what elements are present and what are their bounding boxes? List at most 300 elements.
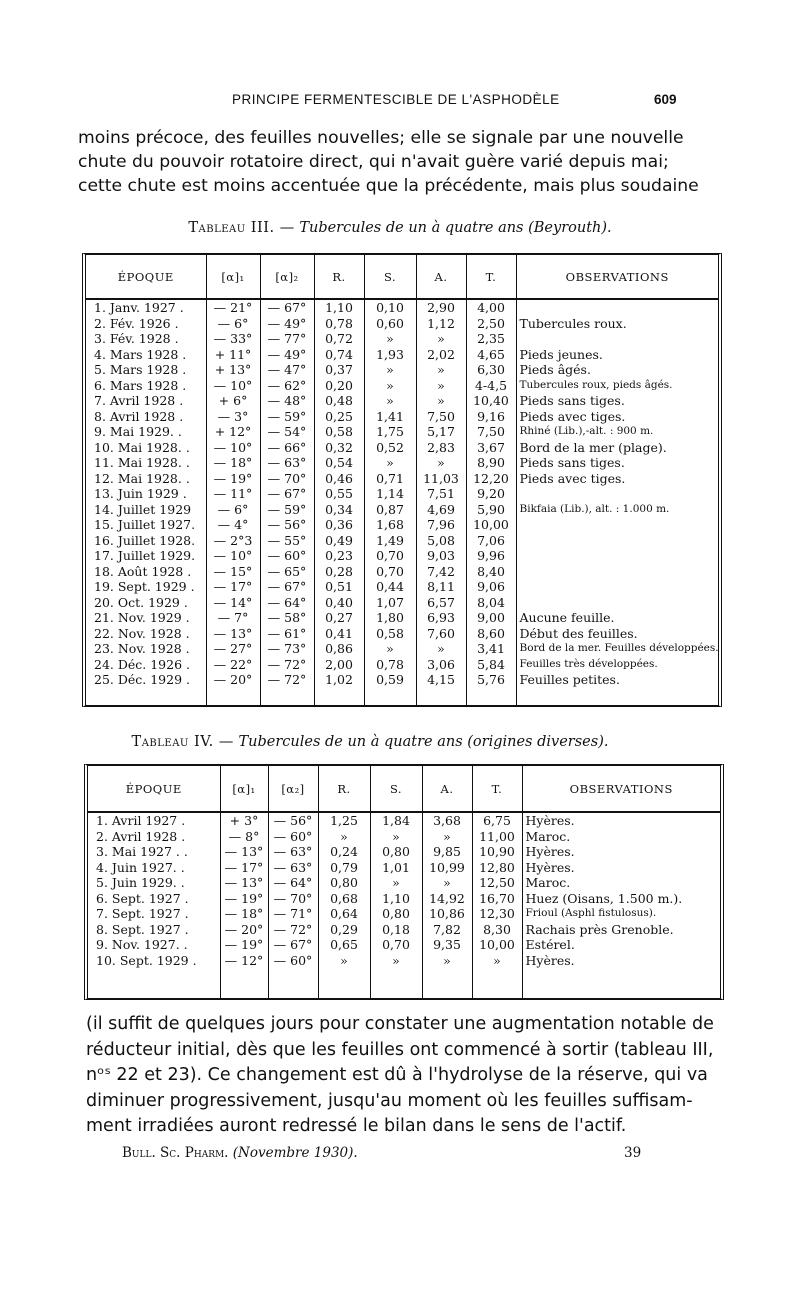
table-cell: 1,80 — [364, 610, 416, 626]
table-cell: — 56° — [268, 812, 318, 829]
table-cell: 7,60 — [416, 626, 466, 642]
table-cell: 1,01 — [370, 860, 422, 876]
table-cell: 2,02 — [416, 347, 466, 363]
table-cell: 0,70 — [364, 548, 416, 564]
table-row — [86, 440, 718, 456]
table-row — [86, 486, 718, 502]
table-cell: 0,46 — [314, 471, 364, 487]
table-cell: 0,58 — [364, 626, 416, 642]
table-cell: — 72° — [268, 922, 318, 938]
table-cell: 9,03 — [416, 548, 466, 564]
table-filler-cell — [86, 688, 206, 706]
table-cell: Bikfaia (Lib.), alt. : 1.000 m. — [516, 502, 718, 518]
table-filler-cell — [522, 968, 720, 998]
table-filler-cell — [314, 688, 364, 706]
text-line: (il suffit de quelques jours pour constater une augmentation notable de — [86, 1014, 714, 1034]
table-cell: 10,86 — [422, 906, 472, 922]
table-cell: — 72° — [260, 672, 314, 688]
journal-source: Bull. Sc. Pharm. — [122, 1145, 229, 1161]
table-cell: — 6° — [206, 316, 260, 332]
table-row — [88, 906, 720, 922]
table-cell: 2,50 — [466, 316, 516, 332]
table-cell: 0,44 — [364, 579, 416, 595]
table-cell: 0,24 — [318, 844, 370, 860]
table-cell: 19. Sept. 1929 . — [94, 579, 195, 594]
table-cell: 13. Juin 1929 . — [94, 486, 187, 501]
table-cell: » — [422, 829, 472, 845]
table-cell: 7. Avril 1928 . — [94, 393, 184, 408]
table-cell: 1,25 — [318, 812, 370, 829]
table-cell: + 6° — [206, 393, 260, 409]
table-cell: 0,65 — [318, 937, 370, 953]
table-cell: 9,96 — [466, 548, 516, 564]
table-cell: Hyères. — [522, 953, 720, 969]
table-cell: 10,00 — [472, 937, 522, 953]
table-cell — [516, 548, 718, 564]
table-filler-cell — [318, 968, 370, 998]
table-cell: 6,30 — [466, 362, 516, 378]
table-row — [86, 378, 718, 394]
table-row — [86, 657, 718, 673]
sheet-number: 39 — [624, 1145, 642, 1161]
table-cell: 7,50 — [466, 424, 516, 440]
table-cell: 7,51 — [416, 486, 466, 502]
table-cell: 8,60 — [466, 626, 516, 642]
table-cell: 4,69 — [416, 502, 466, 518]
table-cell: 1,49 — [364, 533, 416, 549]
table-cell: » — [422, 875, 472, 891]
table-row — [88, 937, 720, 953]
table-cell: — 11° — [206, 486, 260, 502]
table-row — [88, 812, 720, 829]
table-cell: Frioul (Asphl fistulosus). — [522, 906, 720, 922]
table-cell: 1,14 — [364, 486, 416, 502]
table-cell: 1. Janv. 1927 . — [94, 300, 184, 315]
table-cell: 1,75 — [364, 424, 416, 440]
table-cell: — 18° — [220, 906, 268, 922]
table-cell: — 62° — [260, 378, 314, 394]
table-row — [86, 533, 718, 549]
table-cell: 15. Juillet 1927. — [94, 517, 196, 532]
table-cell: + 12° — [206, 424, 260, 440]
table-cell: » — [364, 641, 416, 657]
table-cell: 0,23 — [314, 548, 364, 564]
table-cell: Aucune feuille. — [516, 610, 718, 626]
table-cell — [516, 486, 718, 502]
table-cell: 1,02 — [314, 672, 364, 688]
table4-header-cell: R. — [318, 766, 370, 812]
table-cell: » — [370, 953, 422, 969]
table-cell: 16,70 — [472, 891, 522, 907]
table-cell: 16. Juillet 1928. — [94, 532, 196, 548]
table-cell: » — [416, 455, 466, 471]
table-cell: Tubercules roux. — [516, 316, 718, 332]
table-4 — [84, 764, 724, 1000]
table-row — [88, 844, 720, 860]
table-row — [86, 626, 718, 642]
table-row — [88, 891, 720, 907]
running-title: PRINCIPE FERMENTESCIBLE DE L'ASPHODÈLE — [232, 92, 560, 107]
table-filler-cell — [206, 688, 260, 706]
table-cell: 6,93 — [416, 610, 466, 626]
table-filler-cell — [422, 968, 472, 998]
table4-header-cell: T. — [472, 766, 522, 812]
table-row — [86, 316, 718, 332]
table-cell: 4,00 — [466, 299, 516, 316]
table-cell: — 54° — [260, 424, 314, 440]
table-cell: + 3° — [220, 812, 268, 829]
table-cell: 2. Avril 1928 . — [96, 828, 186, 844]
table-cell: 0,79 — [318, 860, 370, 876]
table-cell: 5,17 — [416, 424, 466, 440]
table-cell: 4. Juin 1927. . — [96, 859, 185, 875]
table-cell: — 49° — [260, 316, 314, 332]
table-cell: 0,51 — [314, 579, 364, 595]
table-cell: Bord de la mer (plage). — [516, 440, 718, 456]
table-cell: 8,30 — [472, 922, 522, 938]
table-row — [86, 548, 718, 564]
table-row — [86, 424, 718, 440]
table-cell: Pieds sans tiges. — [516, 455, 718, 471]
table-cell: — 72° — [260, 657, 314, 673]
table-cell: + 11° — [206, 347, 260, 363]
table-cell: 0,86 — [314, 641, 364, 657]
table4-caption-text: Tubercules de un à quatre ans (origines diverses). — [238, 734, 609, 750]
table-cell: » — [364, 455, 416, 471]
table-cell: 0,78 — [364, 657, 416, 673]
table-cell: » — [472, 953, 522, 969]
text-line: nᵒˢ 22 et 23). Ce changement est dû à l'hydrolyse de la réserve, qui va — [86, 1065, 708, 1085]
table-cell: + 13° — [206, 362, 260, 378]
table-cell: — 10° — [206, 440, 260, 456]
table-cell: 6,57 — [416, 595, 466, 611]
table-cell: 1,84 — [370, 812, 422, 829]
table-cell: 3. Fév. 1928 . — [94, 331, 179, 346]
table-cell: 1,68 — [364, 517, 416, 533]
table3-header-cell: [α]₂ — [260, 255, 314, 299]
table-cell: » — [364, 393, 416, 409]
table-cell: 8. Avril 1928 . — [94, 408, 184, 424]
table-cell: Feuilles très développées. — [516, 657, 718, 673]
table-cell: 7,96 — [416, 517, 466, 533]
table-cell: — 61° — [260, 626, 314, 642]
table-cell: 0,54 — [314, 455, 364, 471]
table-cell: — 70° — [260, 471, 314, 487]
table-cell: » — [416, 393, 466, 409]
table-cell: Pieds sans tiges. — [516, 393, 718, 409]
table-cell: — 60° — [268, 953, 318, 969]
table3-header-cell: ÉPOQUE — [86, 255, 206, 299]
table4-header-row — [88, 766, 720, 812]
table-3 — [82, 253, 722, 707]
table-cell: 6,75 — [472, 812, 522, 829]
table-cell: 0,20 — [314, 378, 364, 394]
table-row — [86, 347, 718, 363]
table-cell: 5. Juin 1929. . — [96, 875, 185, 890]
table-cell: — 14° — [206, 595, 260, 611]
table4-caption — [0, 734, 770, 750]
table-cell: 0,72 — [314, 331, 364, 347]
table-cell: 9,00 — [466, 610, 516, 626]
table-filler-cell — [88, 968, 220, 998]
table-cell: 11,00 — [472, 829, 522, 845]
table-cell: 0,74 — [314, 347, 364, 363]
table-cell: 0,60 — [364, 316, 416, 332]
table-cell: 8,90 — [466, 455, 516, 471]
table-cell: — 18° — [206, 455, 260, 471]
table-cell: 3. Mai 1927 . . — [96, 844, 188, 859]
table-cell: 9. Mai 1929. . — [94, 424, 182, 439]
table-cell: 0,58 — [314, 424, 364, 440]
table-cell: » — [416, 362, 466, 378]
table-row — [86, 362, 718, 378]
table-cell: 7,42 — [416, 564, 466, 580]
table-cell: 0,49 — [314, 533, 364, 549]
table-cell: 12,20 — [466, 471, 516, 487]
table-cell: 24. Déc. 1926 . — [94, 656, 190, 672]
text-line: chute du pouvoir rotatoire direct, qui n'avait guère varié depuis mai; — [78, 152, 669, 172]
footer — [122, 1145, 682, 1161]
table-cell: — 33° — [206, 331, 260, 347]
table-cell: — 65° — [260, 564, 314, 580]
table4-header-cell: S. — [370, 766, 422, 812]
table-cell: 1,12 — [416, 316, 466, 332]
table-cell: Pieds avec tiges. — [516, 409, 718, 425]
table-cell: » — [318, 953, 370, 969]
table-cell: Hyères. — [522, 844, 720, 860]
table3-header-cell: [α]₁ — [206, 255, 260, 299]
table-cell: 7,82 — [422, 922, 472, 938]
table-cell: 11. Mai 1928. . — [94, 455, 190, 470]
table-row — [86, 579, 718, 595]
table-cell: 1,93 — [364, 347, 416, 363]
table-cell: — 64° — [268, 875, 318, 891]
table-cell: 8,40 — [466, 564, 516, 580]
table-cell: — 59° — [260, 502, 314, 518]
table-cell: 25. Déc. 1929 . — [94, 672, 190, 687]
paragraph-1 — [78, 126, 718, 198]
table-cell: 14,92 — [422, 891, 472, 907]
table-cell: 1,41 — [364, 409, 416, 425]
table-row — [86, 331, 718, 347]
table-cell: 0,40 — [314, 595, 364, 611]
table-cell: Pieds avec tiges. — [516, 471, 718, 487]
table-cell: 2,83 — [416, 440, 466, 456]
table-cell: 2. Fév. 1926 . — [94, 315, 179, 331]
table-cell: 7. Sept. 1927 . — [96, 906, 189, 921]
table-cell: Bord de la mer. Feuilles développées. — [516, 641, 718, 657]
table-cell: 0,32 — [314, 440, 364, 456]
table-cell: — 17° — [206, 579, 260, 595]
table-cell: 0,29 — [318, 922, 370, 938]
table-cell: Rhiné (Lib.),-alt. : 900 m. — [516, 424, 718, 440]
table3-header-row — [86, 255, 718, 299]
table-cell: » — [364, 331, 416, 347]
table3-caption-label: Tableau III. — — [188, 220, 295, 236]
table-cell: — 22° — [206, 657, 260, 673]
paragraph-2 — [86, 1012, 718, 1140]
table-cell — [516, 533, 718, 549]
table-cell: — 17° — [220, 860, 268, 876]
table-filler-cell — [260, 688, 314, 706]
table-cell: 0,52 — [364, 440, 416, 456]
table-cell: — 27° — [206, 641, 260, 657]
table4-header-cell: A. — [422, 766, 472, 812]
table-cell: 8,11 — [416, 579, 466, 595]
table3-caption — [0, 220, 800, 236]
table-cell: Maroc. — [522, 875, 720, 891]
table-row — [86, 409, 718, 425]
table-cell: 10,90 — [472, 844, 522, 860]
table-cell: 6. Mars 1928 . — [94, 377, 187, 393]
table-cell: — 3° — [206, 409, 260, 425]
table-cell: 20. Oct. 1929 . — [94, 594, 188, 610]
table-cell: 0,80 — [370, 844, 422, 860]
table-cell: — 63° — [260, 455, 314, 471]
table-cell: 14. Juillet 1929 — [94, 501, 192, 517]
table-row — [88, 953, 720, 969]
table3-header-cell: OBSERVATIONS — [516, 255, 718, 299]
journal-date: (Novembre 1930). — [232, 1145, 358, 1161]
table-cell: 7,50 — [416, 409, 466, 425]
running-head — [0, 92, 800, 112]
table-cell: 0,64 — [318, 906, 370, 922]
text-line: moins précoce, des feuilles nouvelles; elle se signale par une nouvelle — [78, 128, 684, 148]
table-row — [86, 610, 718, 626]
table-cell: 12,30 — [472, 906, 522, 922]
table-cell: Hyères. — [522, 860, 720, 876]
table-cell: — 13° — [220, 844, 268, 860]
table-cell: » — [416, 331, 466, 347]
text-line: diminuer progressivement, jusqu'au moment où les feuilles suffisam- — [86, 1090, 693, 1111]
table-filler-cell — [370, 968, 422, 998]
table-cell: 3,67 — [466, 440, 516, 456]
table-cell: 0,70 — [370, 937, 422, 953]
table-cell: 5,08 — [416, 533, 466, 549]
table-cell: 23. Nov. 1928 . — [94, 641, 190, 656]
table-cell: 12,50 — [472, 875, 522, 891]
table-cell — [516, 579, 718, 595]
table-cell: — 13° — [206, 626, 260, 642]
table-row — [88, 860, 720, 876]
table-cell: — 58° — [260, 610, 314, 626]
table-cell: » — [370, 875, 422, 891]
table-cell: 22. Nov. 1928 . — [94, 625, 190, 641]
table-cell: 5,84 — [466, 657, 516, 673]
table-cell: — 20° — [220, 922, 268, 938]
table4-caption-label: Tableau IV. — — [131, 734, 234, 750]
table-cell: 5,90 — [466, 502, 516, 518]
table-filler-cell — [220, 968, 268, 998]
table-cell: 18. Août 1928 . — [94, 563, 192, 579]
table-cell: — 47° — [260, 362, 314, 378]
table-cell: — 10° — [206, 378, 260, 394]
table-cell: — 55° — [260, 533, 314, 549]
table-cell: 2,00 — [314, 657, 364, 673]
table-cell — [516, 595, 718, 611]
table-cell: 0,55 — [314, 486, 364, 502]
table-filler-row — [88, 968, 720, 998]
text-line: ment irradiées auront redressé le bilan dans le sens de l'actif. — [86, 1116, 627, 1136]
table4-header-cell: [α₂] — [268, 766, 318, 812]
table-cell: 0,59 — [364, 672, 416, 688]
table3-header-cell: S. — [364, 255, 416, 299]
table4-header-cell: OBSERVATIONS — [522, 766, 720, 812]
table3-header-cell: A. — [416, 255, 466, 299]
table-cell: — 13° — [220, 875, 268, 891]
table-filler-cell — [364, 688, 416, 706]
table-cell: Rachais près Grenoble. — [522, 922, 720, 938]
table-cell — [516, 331, 718, 347]
table-row — [88, 875, 720, 891]
table-cell: 9,20 — [466, 486, 516, 502]
table4-header-cell: ÉPOQUE — [88, 766, 220, 812]
table-cell: 3,06 — [416, 657, 466, 673]
table-cell: 9,06 — [466, 579, 516, 595]
table-cell: Pieds âgés. — [516, 362, 718, 378]
table-cell: 0,37 — [314, 362, 364, 378]
table-cell: — 4° — [206, 517, 260, 533]
table-cell: — 19° — [220, 891, 268, 907]
table-cell: — 67° — [260, 579, 314, 595]
table-cell: — 56° — [260, 517, 314, 533]
table-cell: — 2°3 — [206, 533, 260, 549]
table-row — [86, 517, 718, 533]
table-cell — [516, 517, 718, 533]
table-cell: — 59° — [260, 409, 314, 425]
table-filler-cell — [416, 688, 466, 706]
table-cell: 9,85 — [422, 844, 472, 860]
table-cell: » — [364, 362, 416, 378]
table-cell: Feuilles petites. — [516, 672, 718, 688]
table-cell: 0,18 — [370, 922, 422, 938]
table-filler-cell — [466, 688, 516, 706]
table3-header-cell: R. — [314, 255, 364, 299]
table-row — [88, 829, 720, 845]
table-cell: Maroc. — [522, 829, 720, 845]
table-cell: 10,99 — [422, 860, 472, 876]
table-cell: 0,28 — [314, 564, 364, 580]
table-cell: Pieds jeunes. — [516, 347, 718, 363]
table-cell: — 21° — [206, 299, 260, 316]
table-cell: — 67° — [260, 299, 314, 316]
table3-header-cell: T. — [466, 255, 516, 299]
table-cell: 10. Sept. 1929 . — [96, 952, 197, 968]
table-cell: » — [318, 829, 370, 845]
table-cell: 10,00 — [466, 517, 516, 533]
table-cell: 1. Avril 1927 . — [96, 813, 186, 828]
table-cell: » — [416, 378, 466, 394]
table-cell: — 60° — [260, 548, 314, 564]
table-cell: 8. Sept. 1927 . — [96, 921, 189, 937]
table-cell: 12. Mai 1928. . — [94, 470, 190, 486]
table-cell: — 70° — [268, 891, 318, 907]
table-cell: 10. Mai 1928. . — [94, 439, 190, 455]
table-cell: 5,76 — [466, 672, 516, 688]
table-row — [86, 502, 718, 518]
table-cell: 0,68 — [318, 891, 370, 907]
table-cell: 0,27 — [314, 610, 364, 626]
table-row — [86, 299, 718, 316]
table-row — [86, 672, 718, 688]
table-cell: 3,41 — [466, 641, 516, 657]
table-cell: 4-4,5 — [466, 378, 516, 394]
table4-header-cell: [α]₁ — [220, 766, 268, 812]
table-row — [86, 641, 718, 657]
table-cell: 5. Mars 1928 . — [94, 362, 187, 377]
table-cell — [516, 564, 718, 580]
table-cell: » — [416, 641, 466, 657]
